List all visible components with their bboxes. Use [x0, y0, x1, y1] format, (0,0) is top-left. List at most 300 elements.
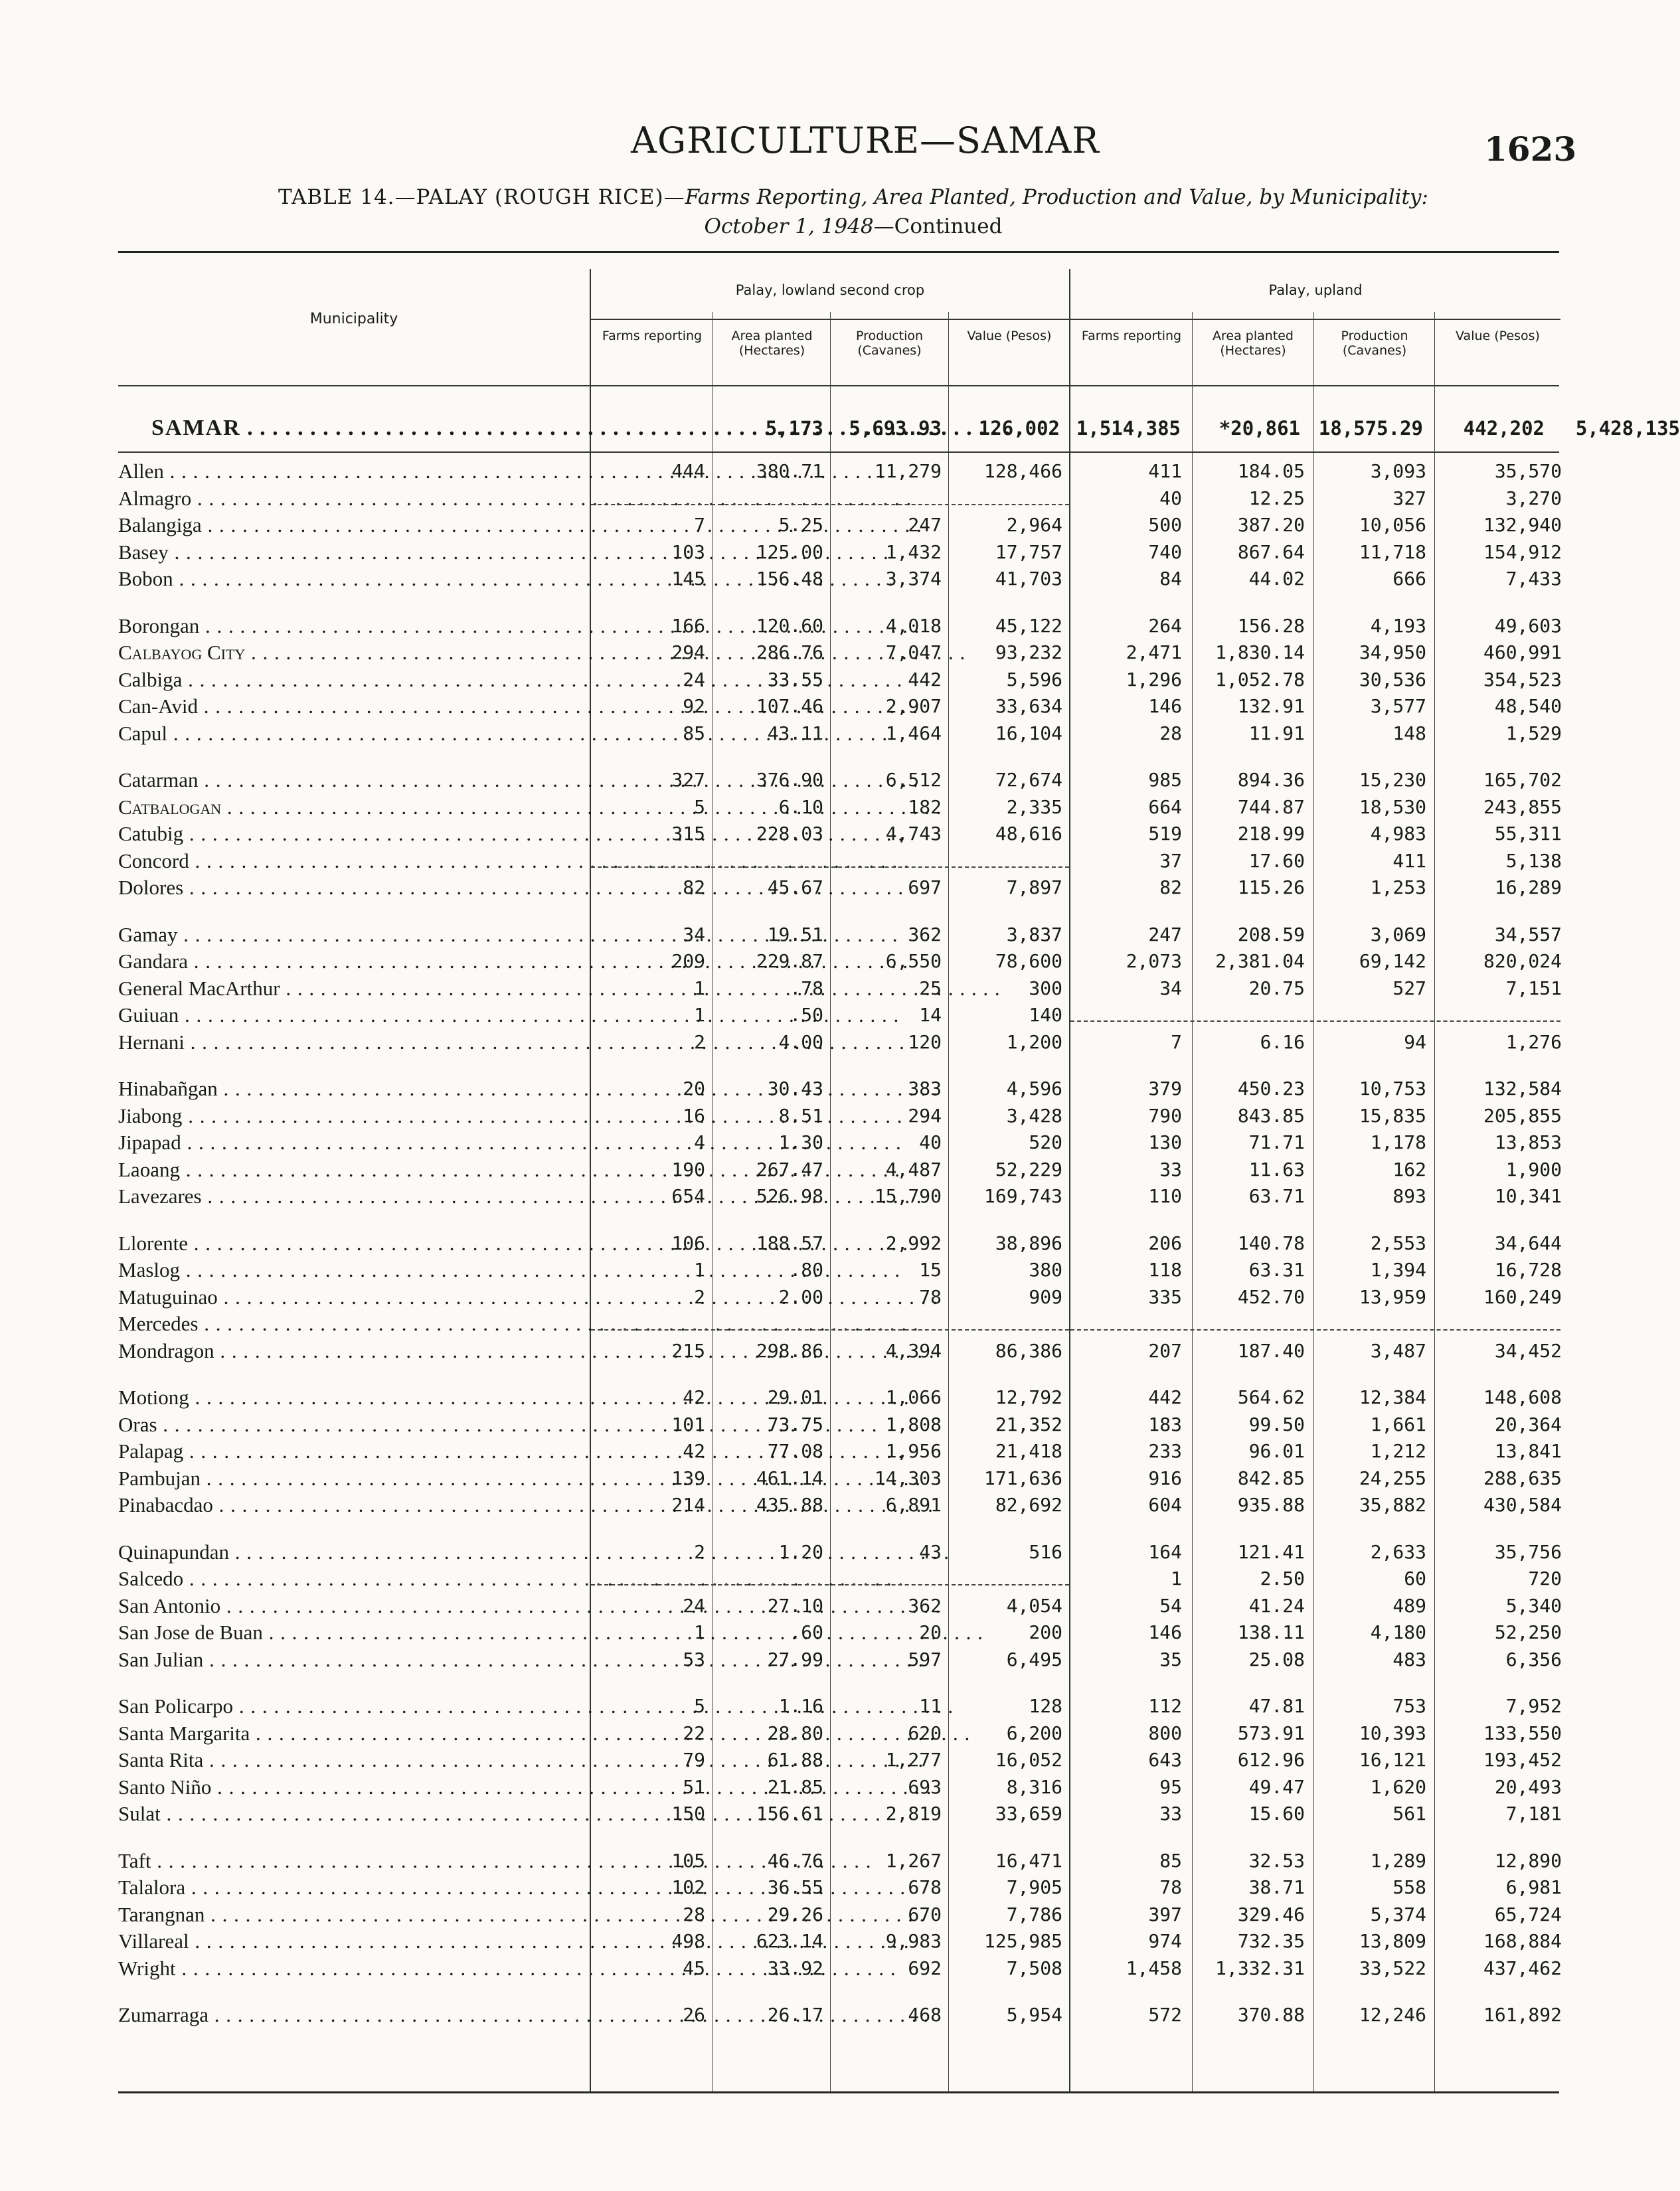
table-cell: .80	[790, 1259, 823, 1281]
table-cell	[592, 1311, 705, 1337]
table-row	[118, 794, 1560, 821]
table-cell	[711, 1566, 823, 1592]
group-header-upland: Palay, upland	[1268, 282, 1363, 298]
caption-italic: Farms Reporting, Area Planted, Production and Value, by Municipality:	[685, 185, 1428, 209]
municipality-name: Can-Avid . . .	[118, 693, 583, 720]
municipality-name: Mondragon . . .	[118, 1338, 583, 1364]
running-head: AGRICULTURE—SAMAR	[631, 120, 1100, 161]
table-cell: 120.60	[756, 614, 823, 637]
table-cell: 82	[1159, 876, 1182, 898]
table-cell: 33	[1159, 1803, 1182, 1825]
table-cell: 29.26	[767, 1903, 823, 1925]
empty-section-dash	[1070, 1329, 1560, 1331]
municipality-name: Talalora . . .	[118, 1874, 583, 1901]
table-cell: 6,981	[1505, 1876, 1562, 1898]
municipality-name: Balangiga . . .	[118, 512, 583, 538]
municipality-name: Villareal . . .	[118, 1928, 583, 1955]
total-value: *20,861	[1218, 417, 1300, 440]
table-cell: 95	[1159, 1775, 1182, 1798]
table-cell: 1,289	[1370, 1849, 1426, 1872]
table-cell: 29.01	[767, 1386, 823, 1408]
table-cell: 678	[908, 1876, 942, 1898]
table-cell: 6.16	[1260, 1030, 1305, 1053]
table-cell: 33,634	[995, 695, 1062, 717]
table-cell: 370.88	[1237, 2004, 1305, 2026]
table-cell: 1,661	[1370, 1413, 1426, 1435]
page-number: 1623	[1484, 129, 1577, 169]
table-cell: 209	[671, 950, 705, 972]
municipality-name: Bobon . . .	[118, 566, 583, 592]
table-cell: 516	[1029, 1540, 1062, 1563]
table-row	[118, 1720, 1560, 1747]
table-cell: 13,959	[1359, 1285, 1426, 1308]
table-cell: 103	[671, 540, 705, 563]
table-cell: 500	[1148, 514, 1182, 536]
table-cell: 33,522	[1359, 1957, 1426, 1979]
table-cell: 11.91	[1248, 722, 1305, 744]
table-cell: 753	[1392, 1695, 1426, 1717]
table-cell: 12,890	[1494, 1849, 1562, 1872]
table-cell: 182	[908, 795, 942, 818]
table-row	[118, 1619, 1560, 1646]
municipality-name: Gamay . . .	[118, 922, 583, 948]
table-cell: 387.20	[1237, 514, 1305, 536]
table-cell: 133,550	[1483, 1722, 1562, 1744]
table-cell: 16,121	[1359, 1749, 1426, 1771]
table-cell: 362	[908, 1594, 942, 1617]
municipality-name: Llorente . . .	[118, 1230, 583, 1257]
municipality-name: Dolores . . .	[118, 874, 583, 901]
table-cell: 132.91	[1237, 695, 1305, 717]
table-cell: 35	[1159, 1648, 1182, 1670]
total-value: 442,202	[1463, 417, 1545, 440]
table-cell: 720	[1528, 1568, 1562, 1589]
table-cell: 171,636	[983, 1467, 1062, 1489]
municipality-name: Borongan . . .	[118, 613, 583, 639]
municipality-name: Almagro . . .	[118, 485, 583, 512]
municipality-name: Taft . . .	[118, 1848, 583, 1874]
table-cell: 30,536	[1359, 668, 1426, 690]
table-cell: 7,508	[1006, 1957, 1062, 1979]
table-cell: 6,550	[885, 950, 942, 972]
table-row	[118, 1183, 1560, 1210]
empty-section-dash	[591, 1584, 1069, 1585]
table-cell: 362	[908, 923, 942, 945]
table-cell: 1.30	[778, 1131, 823, 1153]
table-cell: 228.03	[756, 823, 823, 845]
table-cell: 916	[1148, 1467, 1182, 1489]
total-value: 1,514,385	[1076, 417, 1181, 440]
table-cell: 72,674	[995, 769, 1062, 791]
table-cell: 1.20	[778, 1540, 823, 1563]
table-cell: 3,837	[1006, 923, 1062, 945]
table-cell: 47.81	[1248, 1695, 1305, 1717]
table-cell: 20.75	[1248, 977, 1305, 999]
table-cell: 732.35	[1237, 1930, 1305, 1952]
table-row	[118, 1002, 1560, 1028]
table-row	[118, 2002, 1560, 2028]
table-cell	[829, 485, 942, 512]
table-row	[118, 1848, 1560, 1874]
table-cell: 20,493	[1494, 1775, 1562, 1798]
caption-label: TABLE 14.—PALAY (ROUGH RICE)—	[278, 185, 685, 209]
table-cell: 1,066	[885, 1386, 942, 1408]
table-cell: .50	[790, 1004, 823, 1026]
table-cell: 229.87	[756, 950, 823, 972]
table-cell: 247	[1148, 923, 1182, 945]
table-cell: 4,983	[1370, 823, 1426, 845]
table-cell: 790	[1148, 1104, 1182, 1127]
table-cell: 4	[694, 1131, 705, 1153]
table-cell: 380.71	[756, 460, 823, 482]
table-cell: 27.10	[767, 1594, 823, 1617]
table-row	[118, 874, 1560, 901]
table-cell: 30.43	[767, 1078, 823, 1099]
table-cell: 1	[694, 1004, 705, 1026]
table-cell: 4.00	[778, 1030, 823, 1053]
table-cell: 24	[683, 668, 705, 690]
municipality-header: Municipality	[309, 311, 398, 327]
table-cell: 145	[671, 568, 705, 590]
table-cell: 79	[683, 1749, 705, 1771]
table-cell: 148	[1392, 722, 1426, 744]
table-cell: 1.16	[778, 1695, 823, 1717]
table-cell: 1,200	[1006, 1030, 1062, 1053]
table-cell	[711, 485, 823, 512]
table-cell: 82	[683, 876, 705, 898]
table-cell: 3,270	[1505, 487, 1562, 509]
table-cell: 154,912	[1483, 540, 1562, 563]
municipality-name: Hernani . . .	[118, 1029, 583, 1056]
table-cell: 452.70	[1237, 1285, 1305, 1308]
table-cell: 564.62	[1237, 1386, 1305, 1408]
table-row	[118, 1129, 1560, 1156]
table-cell: 294	[908, 1104, 942, 1127]
table-cell: 138.11	[1237, 1621, 1305, 1643]
table-cell: 38.71	[1248, 1876, 1305, 1898]
table-cell: 28	[683, 1903, 705, 1925]
table-cell: 125.00	[756, 540, 823, 563]
table-cell: 93,232	[995, 641, 1062, 663]
table-cell: 63.31	[1248, 1259, 1305, 1281]
municipality-name: Santo Niño . . .	[118, 1774, 583, 1801]
col-header-area-lowland: Area planted (Hectares)	[731, 329, 813, 358]
table-cell: 49,603	[1494, 614, 1562, 637]
table-cell: 2.00	[778, 1285, 823, 1308]
table-cell: 11.63	[1248, 1158, 1305, 1180]
table-cell: 35,882	[1359, 1494, 1426, 1516]
table-cell: 243,855	[1483, 795, 1562, 818]
table-cell: 666	[1392, 568, 1426, 590]
table-cell: 42	[683, 1386, 705, 1408]
table-row	[118, 1928, 1560, 1955]
table-cell: 894.36	[1237, 769, 1305, 791]
table-cell: 169,743	[983, 1185, 1062, 1207]
table-cell: 16,728	[1494, 1259, 1562, 1281]
table-cell: 5,596	[1006, 668, 1062, 690]
municipality-name: San Policarpo . . .	[118, 1693, 583, 1720]
table-cell: 5.25	[778, 514, 823, 536]
table-cell: 61.88	[767, 1749, 823, 1771]
table-cell: 5,138	[1505, 849, 1562, 872]
table-cell: 1,458	[1126, 1957, 1182, 1979]
table-cell: 121.41	[1237, 1540, 1305, 1563]
table-cell: 140	[1029, 1004, 1062, 1026]
table-row	[118, 1438, 1560, 1465]
table-cell: 85	[683, 722, 705, 744]
table-cell: 156.61	[756, 1803, 823, 1825]
table-cell: 28	[1159, 722, 1182, 744]
table-cell: 483	[1392, 1648, 1426, 1670]
table-cell: 10,056	[1359, 514, 1426, 536]
table-cell: 16,471	[995, 1849, 1062, 1872]
table-cell: 10,393	[1359, 1722, 1426, 1744]
table-cell: 1,277	[885, 1749, 942, 1771]
table-cell: 7,047	[885, 641, 942, 663]
table-row	[118, 1384, 1560, 1411]
table-cell: 2	[694, 1540, 705, 1563]
table-cell: 33,659	[995, 1803, 1062, 1825]
municipality-name: Pinabacdao . . .	[118, 1492, 583, 1518]
table-cell: 3,487	[1370, 1339, 1426, 1362]
municipality-name: Maslog . . .	[118, 1257, 583, 1283]
table-cell: 162	[1392, 1158, 1426, 1180]
table-row	[118, 566, 1560, 592]
table-cell: 527	[1392, 977, 1426, 999]
table-cell: 520	[1029, 1131, 1062, 1153]
table-cell: 17.60	[1248, 849, 1305, 872]
table-cell: 16	[683, 1104, 705, 1127]
municipality-name: General MacArthur . . .	[118, 975, 583, 1002]
table-cell: 54	[1159, 1594, 1182, 1617]
table-cell: 1,178	[1370, 1131, 1426, 1153]
table-cell: 33.92	[767, 1957, 823, 1979]
table-cell: 4,180	[1370, 1621, 1426, 1643]
table-cell: 161,892	[1483, 2004, 1562, 2026]
table-cell: 78	[919, 1285, 942, 1308]
table-cell: 985	[1148, 769, 1182, 791]
municipality-name: Catubig . . .	[118, 821, 583, 847]
municipality-name: Santa Margarita . . .	[118, 1720, 583, 1747]
table-cell: 8.51	[778, 1104, 823, 1127]
table-cell: 2,335	[1006, 795, 1062, 818]
table-cell: 43.11	[767, 722, 823, 744]
table-cell: 1	[1171, 1568, 1182, 1589]
table-cell: 33.55	[767, 668, 823, 690]
table-cell: 1,212	[1370, 1440, 1426, 1462]
table-cell: 5,954	[1006, 2004, 1062, 2026]
table-cell: 3,374	[885, 568, 942, 590]
table-cell: 1,620	[1370, 1775, 1426, 1798]
table-cell: 48,540	[1494, 695, 1562, 717]
table-cell: 28.80	[767, 1722, 823, 1744]
table-cell: 7,181	[1505, 1803, 1562, 1825]
table-cell: 20,364	[1494, 1413, 1562, 1435]
table-cell: 12,246	[1359, 2004, 1426, 2026]
municipality-name: Quinapundan . . .	[118, 1539, 583, 1566]
table-row	[118, 1955, 1560, 1982]
table-cell: 24	[683, 1594, 705, 1617]
table-row	[118, 1492, 1560, 1518]
table-cell: 247	[908, 514, 942, 536]
table-cell: 168,884	[1483, 1930, 1562, 1952]
table-cell: 5,374	[1370, 1903, 1426, 1925]
municipality-name: Pambujan . . .	[118, 1465, 583, 1492]
col-header-farms-upland: Farms reporting	[1081, 329, 1182, 343]
header-rule	[118, 385, 1559, 386]
table-cell: 15.60	[1248, 1803, 1305, 1825]
table-cell: 13,841	[1494, 1440, 1562, 1462]
table-cell: 46.76	[767, 1849, 823, 1872]
table-cell: 2,553	[1370, 1232, 1426, 1254]
table-cell: 17,757	[995, 540, 1062, 563]
table-row	[118, 848, 1560, 874]
table-cell: 867.64	[1237, 540, 1305, 563]
table-cell: 267.47	[756, 1158, 823, 1180]
table-row	[118, 1103, 1560, 1129]
table-cell	[950, 848, 1062, 874]
table-cell: 37	[1159, 849, 1182, 872]
table-cell	[829, 1566, 942, 1592]
table-cell: 207	[1148, 1339, 1182, 1362]
table-cell: 13,853	[1494, 1131, 1562, 1153]
table-cell: 53	[683, 1648, 705, 1670]
table-cell: 7	[694, 514, 705, 536]
table-cell: 214	[671, 1494, 705, 1516]
table-cell	[950, 1566, 1062, 1592]
table-cell: 1,332.31	[1215, 1957, 1305, 1979]
table-cell: 1,052.78	[1215, 668, 1305, 690]
table-cell: 740	[1148, 540, 1182, 563]
table-cell: 4,054	[1006, 1594, 1062, 1617]
table-cell: 2,992	[885, 1232, 942, 1254]
table-cell: 107.46	[756, 695, 823, 717]
table-cell: 82,692	[995, 1494, 1062, 1516]
table-cell: 2,381.04	[1215, 950, 1305, 972]
table-cell: 45	[683, 1957, 705, 1979]
table-cell: 315	[671, 823, 705, 845]
caption-continued: —Continued	[873, 214, 1003, 238]
table-cell	[1069, 1311, 1182, 1337]
municipality-name: Palapag . . .	[118, 1438, 583, 1465]
table-cell: 14	[919, 1004, 942, 1026]
table-cell: 187.40	[1237, 1339, 1305, 1362]
table-cell: 99.50	[1248, 1413, 1305, 1435]
table-cell: 41,703	[995, 568, 1062, 590]
municipality-name: San Jose de Buan . . .	[118, 1619, 583, 1646]
table-cell: 32.53	[1248, 1849, 1305, 1872]
municipality-name: Mercedes . . .	[118, 1311, 583, 1337]
table-cell: 1,808	[885, 1413, 942, 1435]
table-cell: 298.86	[756, 1339, 823, 1362]
table-cell: 572	[1148, 2004, 1182, 2026]
table-cell: 26	[683, 2004, 705, 2026]
table-cell: 5	[694, 795, 705, 818]
empty-section-dash	[591, 866, 1069, 868]
municipality-name: Allen . . .	[118, 458, 583, 485]
table-cell: 820,024	[1483, 950, 1562, 972]
total-value: 5,693.93	[849, 417, 942, 440]
table-cell	[592, 1566, 705, 1592]
table-cell: 85	[1159, 1849, 1182, 1872]
table-cell: 12,792	[995, 1386, 1062, 1408]
table-cell: 205,855	[1483, 1104, 1562, 1127]
table-cell: 118	[1148, 1259, 1182, 1281]
total-value: 126,002	[978, 417, 1060, 440]
municipality-name: Zumarraga . . .	[118, 2002, 583, 2028]
table-cell: 128,466	[983, 460, 1062, 482]
table-row	[118, 1465, 1560, 1492]
table-cell: 140.78	[1237, 1232, 1305, 1254]
table-cell: 3,069	[1370, 923, 1426, 945]
top-rule	[118, 251, 1559, 253]
table-cell: 489	[1392, 1594, 1426, 1617]
table-cell	[1192, 1002, 1305, 1028]
municipality-name: Capul . . .	[118, 720, 583, 747]
table-cell: 2,819	[885, 1803, 942, 1825]
table-cell: 63.71	[1248, 1185, 1305, 1207]
table-cell: 2,471	[1126, 641, 1182, 663]
table-cell: 286.76	[756, 641, 823, 663]
table-cell: 51	[683, 1775, 705, 1798]
table-cell: 20	[683, 1078, 705, 1099]
table-cell: 112	[1148, 1695, 1182, 1717]
table-cell: .78	[790, 977, 823, 999]
table-cell: 40	[1159, 487, 1182, 509]
table-cell: 160,249	[1483, 1285, 1562, 1308]
table-cell: 450.23	[1237, 1078, 1305, 1099]
municipality-name: Hinabañgan . . .	[118, 1076, 583, 1102]
table-cell: 200	[1029, 1621, 1062, 1643]
total-value: 5,428,135	[1575, 417, 1680, 440]
table-cell: 20	[919, 1621, 942, 1643]
group-header-lowland: Palay, lowland second crop	[735, 282, 925, 298]
table-cell: 15,835	[1359, 1104, 1426, 1127]
table-cell: 558	[1392, 1876, 1426, 1898]
table-cell: 612.96	[1237, 1749, 1305, 1771]
municipality-name: Tarangnan . . .	[118, 1902, 583, 1928]
municipality-name: Laoang . . .	[118, 1157, 583, 1183]
table-cell	[950, 1311, 1062, 1337]
col-header-farms-lowland: Farms reporting	[602, 329, 703, 343]
table-cell: 69,142	[1359, 950, 1426, 972]
municipality-name: Calbiga . . .	[118, 667, 583, 693]
table-cell: 4,743	[885, 823, 942, 845]
table-cell: 430,584	[1483, 1494, 1562, 1516]
table-cell: 49.47	[1248, 1775, 1305, 1798]
table-cell: 664	[1148, 795, 1182, 818]
table-cell: 437,462	[1483, 1957, 1562, 1979]
total-value: 5,173	[765, 417, 823, 440]
table-cell: 7,897	[1006, 876, 1062, 898]
table-row	[118, 1311, 1560, 1337]
table-cell: 101	[671, 1413, 705, 1435]
table-cell: 36.55	[767, 1876, 823, 1898]
table-cell: 1,394	[1370, 1259, 1426, 1281]
table-row	[118, 767, 1560, 793]
table-cell: 6,356	[1505, 1648, 1562, 1670]
table-cell: 146	[1148, 695, 1182, 717]
table-cell: 9,983	[885, 1930, 942, 1952]
table-cell: 7	[1171, 1030, 1182, 1053]
table-cell: 294	[671, 641, 705, 663]
table-cell	[1313, 1002, 1426, 1028]
table-cell: 77.08	[767, 1440, 823, 1462]
table-cell: 442	[1148, 1386, 1182, 1408]
table-cell: 6.10	[778, 795, 823, 818]
table-cell: 2,633	[1370, 1540, 1426, 1563]
table-row-total	[118, 415, 1680, 442]
